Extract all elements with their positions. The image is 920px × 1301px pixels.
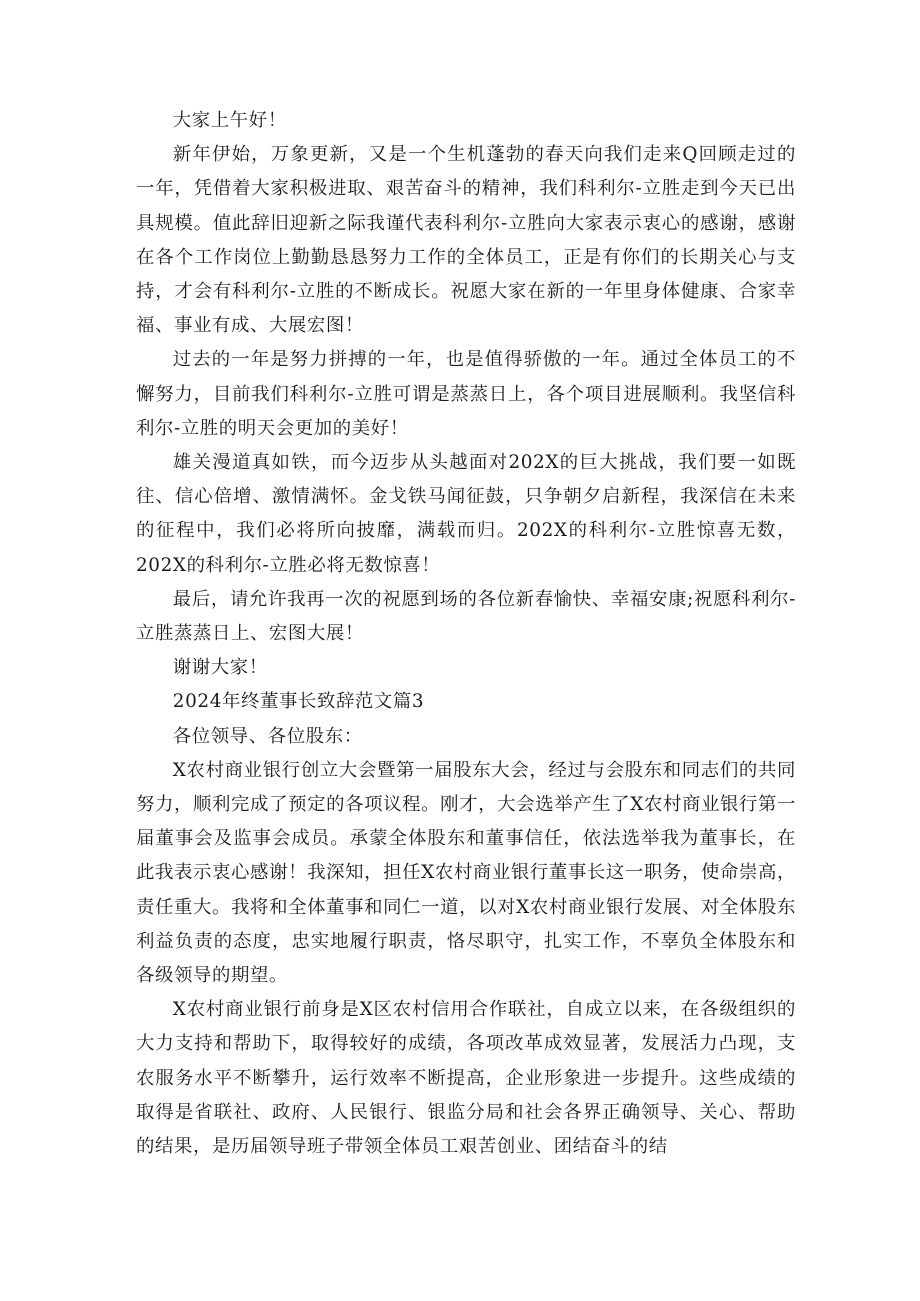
salutation: 各位领导、各位股东： (172, 725, 363, 747)
paragraph-bank-history: X农村商业银行前身是X区农村信用合作联社，自成立以来，在各级组织的大力支持和帮助下，取得较好的成绩，各项改革成效显著，发展活力凸现，支农服务水平不断攀升，运行效率不断提高，企业形象进一步提升。这些成绩的取得是省联社、政府、人民银行、银监分局和社会各界正确领导、关心、帮助的结果，是历届领导班子带领全体员工艰苦创业、团结奋斗的结 (136, 999, 796, 1158)
paragraph-past-year: 过去的一年是努力拼搏的一年，也是值得骄傲的一年。通过全体员工的不懈努力，目前我们科利尔-立胜可谓是蒸蒸日上，各个项目进展顺利。我坚信科利尔-立胜的明天会更加的美好！ (136, 349, 796, 439)
paragraph-closing-wish: 最后，请允许我再一次的祝愿到场的各位新春愉快、幸福安康;祝愿科利尔-立胜蒸蒸日上、宏图大展！ (136, 588, 796, 645)
paragraph-bank-meeting: X农村商业银行创立大会暨第一届股东大会，经过与会股东和同志们的共同努力，顺利完成了预定的各项议程。刚才，大会选举产生了X农村商业银行第一届董事会及监事会成员。承蒙全体股东和董事信任，依法选举我为董事长，在此我表示衷心感谢！我深知，担任X农村商业银行董事长这一职务，使命崇高，责任重大。我将和全体董事和同仁一道，以对X农村商业银行发展、对全体股东利益负责的态度，忠实地履行职责，恪尽职守，扎实工作，不辜负全体股东和各级领导的期望。 (136, 759, 796, 987)
greeting: 大家上午好！ (172, 110, 287, 131)
section-title: 2024年终董事长致辞范文篇3 (172, 691, 425, 713)
thanks: 谢谢大家！ (172, 657, 268, 679)
paragraph-new-year: 新年伊始，万象更新，又是一个生机蓬勃的春天向我们走来Q回顾走过的一年，凭借着大家积极进取、艰苦奋斗的精神，我们科利尔-立胜走到今天已出具规模。值此辞旧迎新之际我谨代表科利尔-立胜向大家表示衷心的感谢，感谢在各个工作岗位上勤勤恳恳努力工作的全体员工，正是有你们的长期关心与支持，才会有科利尔-立胜的不断成长。祝愿大家在新的一年里身体健康、合家幸福、事业有成、大展宏图！ (136, 144, 796, 337)
document-body (136, 104, 796, 1164)
paragraph-challenge: 雄关漫道真如铁，而今迈步从头越面对202X的巨大挑战，我们要一如既往、信心倍增、激情满怀。金戈铁马闻征鼓，只争朝夕启新程，我深信在未来的征程中，我们必将所向披靡，满载而归。202X的科利尔-立胜惊喜无数，202X的科利尔-立胜必将无数惊喜！ (136, 452, 796, 576)
